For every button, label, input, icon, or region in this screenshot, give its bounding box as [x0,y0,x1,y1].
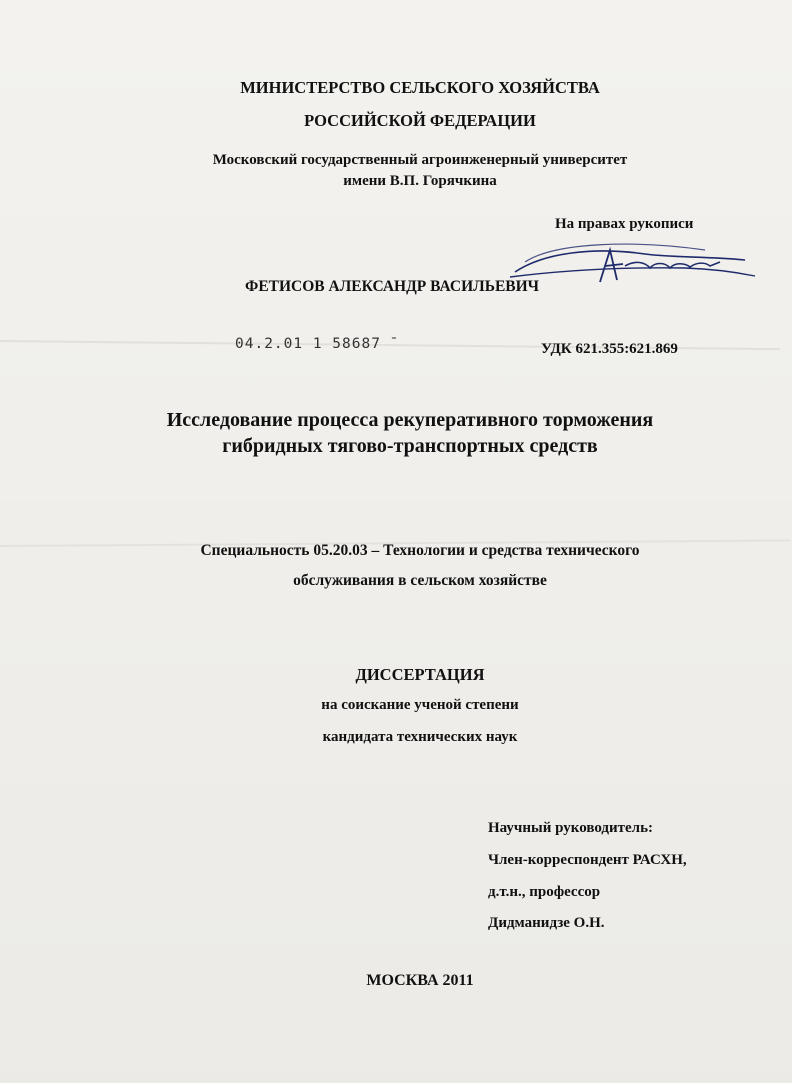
ministry-line-1: МИНИСТЕРСТВО СЕЛЬСКОГО ХОЗЯЙСТВА [240,78,600,97]
supervisor-degree: д.т.н., профессор [488,884,601,900]
degree-line-2: кандидата технических наук [322,729,518,745]
degree-line-1: на соискание ученой степени [321,697,519,713]
thesis-title-line-2: гибридных тягово-транспортных средств [222,435,598,457]
ministry-line-2: РОССИЙСКОЙ ФЕДЕРАЦИИ [304,111,536,130]
udk-code: УДК 621.355:621.869 [541,341,678,357]
supervisor-rank: Член-корреспондент РАСХН, [488,852,687,868]
author-name: ФЕТИСОВ АЛЕКСАНДР ВАСИЛЬЕВИЧ [245,278,540,295]
university-line-1: Московский государственный агроинженерный университет [212,152,628,168]
supervisor-name: Дидманидзе О.Н. [488,915,605,931]
dissertation-heading: ДИССЕРТАЦИЯ [355,665,485,684]
specialty-line-1: Специальность 05.20.03 – Технологии и средства технического [200,542,640,559]
registration-stamp: 04.2.01 1 58687 ̄ [235,336,391,352]
signature-icon [505,232,760,292]
university-line-2: имени В.П. Горячкина [343,173,497,189]
specialty-line-2: обслуживания в сельском хозяйстве [293,572,547,589]
manuscript-note: На правах рукописи [555,216,694,232]
place-year: МОСКВА 2011 [366,972,474,989]
thesis-title-line-1: Исследование процесса рекуперативного торможения [166,409,654,431]
supervisor-label: Научный руководитель: [488,820,653,836]
